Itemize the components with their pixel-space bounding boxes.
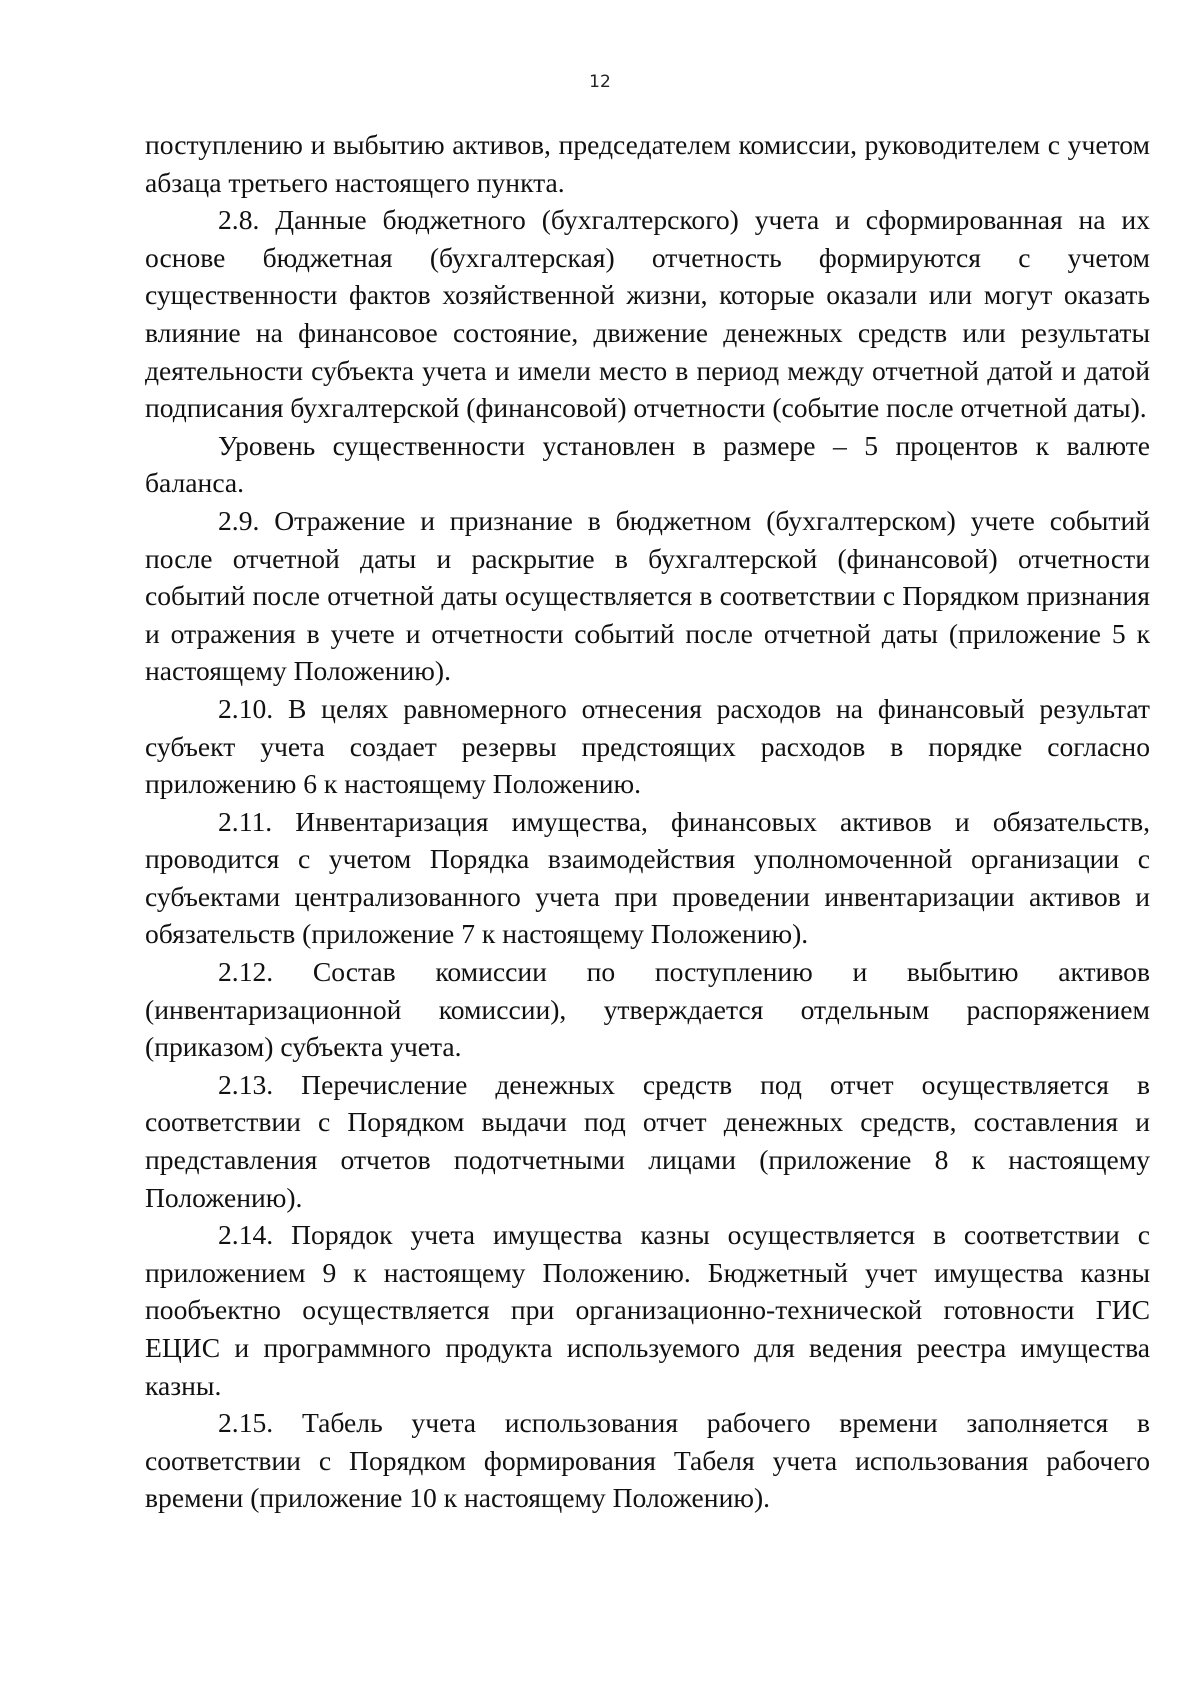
paragraph-2-15: 2.15. Табель учета использования рабочего времени заполняется в соответствии с Порядком формирования Табеля учета использования рабочего времени (приложение 10 к настоящему Положению).	[145, 1407, 1150, 1514]
document-body	[145, 126, 1150, 1517]
paragraph-continuation: поступлению и выбытию активов, председателем комиссии, руководителем с учетом абзаца третьего настоящего пункта.	[145, 129, 1150, 198]
paragraph-2-12: 2.12. Состав комиссии по поступлению и выбытию активов (инвентаризационной комиссии), утверждается отдельным распоряжением (приказом) субъекта учета.	[145, 956, 1150, 1063]
paragraph-2-14: 2.14. Порядок учета имущества казны осуществляется в соответствии с приложением 9 к настоящему Положению. Бюджетный учет имущества казны пообъектно осуществляется при организационно-технической готовности ГИС ЕЦИС и программного продукта используемого для ведения реестра имущества казны.	[145, 1219, 1150, 1401]
paragraph-2-13: 2.13. Перечисление денежных средств под отчет осуществляется в соответствии с Порядком выдачи под отчет денежных средств, составления и представления отчетов подотчетными лицами (приложение 8 к настоящему Положению).	[145, 1068, 1150, 1213]
paragraph-2-9: 2.9. Отражение и признание в бюджетном (бухгалтерском) учете событий после отчетной даты и раскрытие в бухгалтерской (финансовой) отчетности событий после отчетной даты осуществляется в соответствии с Порядком признания и отражения в учете и отчетности событий после отчетной даты (приложение 5 к настоящему Положению).	[145, 504, 1150, 687]
paragraph-2-10: 2.10. В целях равномерного отнесения расходов на финансовый результат субъект учета создает резервы предстоящих расходов в порядке согласно приложению 6 к настоящему Положению.	[145, 692, 1150, 800]
page-number: 12	[589, 72, 611, 92]
paragraph-materiality-level: Уровень существенности установлен в размере – 5 процентов к валюте баланса.	[145, 429, 1150, 499]
paragraph-2-8: 2.8. Данные бюджетного (бухгалтерского) учета и сформированная на их основе бюджетная (бухгалтерская) отчетность формируются с учетом существенности фактов хозяйственной жизни, которые оказали или могут оказать влияние на финансовое состояние, движение денежных средств или результаты деятельности субъекта учета и имели место в период между отчетной датой и датой подписания бухгалтерской (финансовой) отчетности (событие после отчетной даты).	[145, 204, 1150, 424]
paragraph-2-11: 2.11. Инвентаризация имущества, финансовых активов и обязательств, проводится с учетом Порядка взаимодействия уполномоченной организации с субъектами централизованного учета при проведении инвентаризации активов и обязательств (приложение 7 к настоящему Положению).	[145, 805, 1150, 950]
